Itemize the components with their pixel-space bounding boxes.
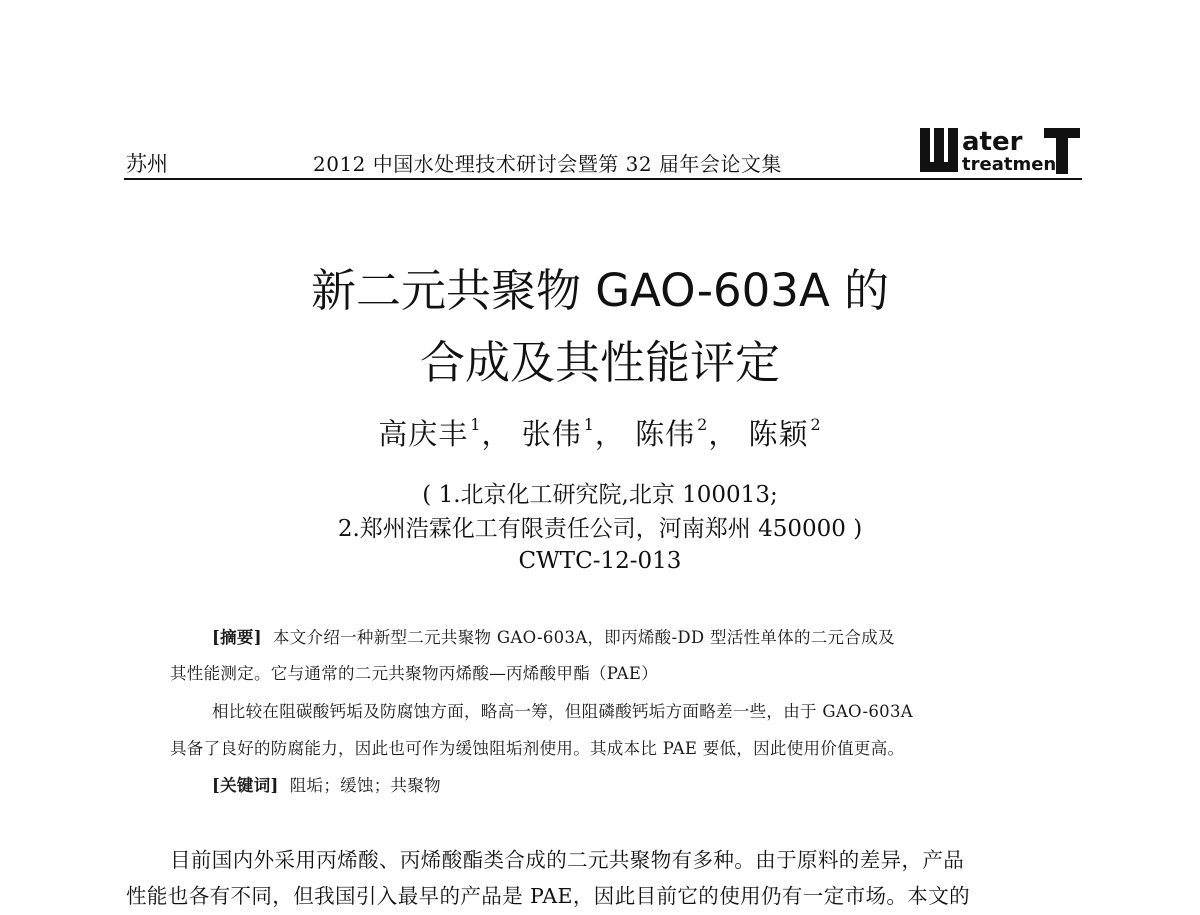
body-paragraph-line-2: 性能也各有不同，但我国引入最早的产品是 PAE，因此目前它的使用仍有一定市场。本文的 (126, 884, 970, 908)
abstract-line-3: 相比较在阻碳酸钙垢及防腐蚀方面，略高一筹，但阻磷酸钙垢方面略差一些，由于 GAO-603A (212, 702, 913, 721)
paper-code: CWTC-12-013 (518, 548, 682, 574)
author-name: 高庆丰 (378, 417, 469, 451)
keywords-text: 阻垢；缓蚀；共聚物 (289, 776, 441, 795)
author-affil-mark: 2 (697, 415, 709, 434)
keywords-line (212, 772, 441, 796)
author-affil-mark: 1 (583, 415, 595, 434)
author-name: 张伟 (521, 417, 582, 451)
header-divider (124, 178, 1082, 180)
header-location: 苏州 (126, 152, 168, 176)
body-paragraph-line-1: 目前国内外采用丙烯酸、丙烯酸酯类合成的二元共聚物有多种。由于原料的差异，产品 (170, 848, 965, 872)
keywords-label: [关键词] (212, 776, 279, 795)
abstract-text: 本文介绍一种新型二元共聚物 GAO-603A，即丙烯酸-DD 型活性单体的二元合成及 (272, 628, 895, 647)
author-name: 陈伟 (635, 417, 696, 451)
logo-text-top: ater (962, 127, 1023, 157)
affiliation-line-2: 2.郑州浩霖化工有限责任公司，河南郑州 450000 ) (337, 516, 863, 542)
paper-title-line-2: 合成及其性能评定 (419, 336, 780, 389)
abstract-line-2: 其性能测定。它与通常的二元共聚物丙烯酸—丙烯酸甲酯（PAE） (170, 664, 659, 683)
author-name: 陈颖 (748, 417, 809, 451)
author-list: 高庆丰 $^1$， 张伟 $^1$， 陈伟 $^2$， 陈颖 $^2$ (378, 415, 822, 451)
header-proceedings-title: 2012 中国水处理技术研讨会暨第 32 届年会论文集 (313, 152, 782, 176)
paper-title-line-1: 新二元共聚物 GAO-603A 的 (310, 264, 890, 317)
abstract-line-4: 具备了良好的防腐能力，因此也可作为缓蚀阻垢剂使用。其成本比 PAE 要低，因此使用价值更高。 (170, 739, 905, 758)
water-treatment-logo (918, 124, 1084, 178)
abstract-label: [摘要] (212, 628, 262, 647)
author-affil-mark: 2 (810, 415, 822, 434)
author-affil-mark: 1 (470, 415, 482, 434)
abstract-line-1 (212, 624, 895, 648)
logo-text-bottom: treatmen (962, 154, 1057, 175)
affiliation-line-1: ( 1.北京化工研究院,北京 100013; (422, 482, 778, 508)
